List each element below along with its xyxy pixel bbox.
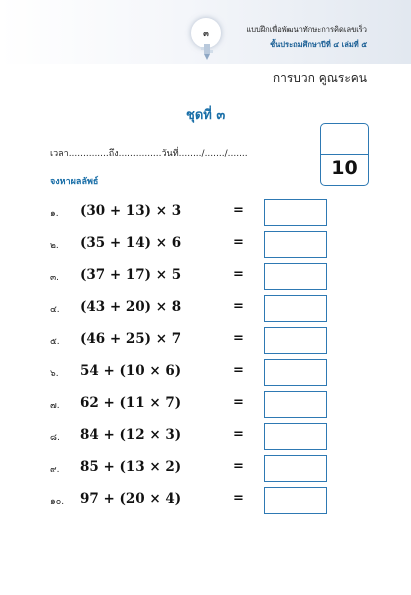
- equals-sign: =: [233, 427, 244, 442]
- equals-sign: =: [233, 491, 244, 506]
- problem-expression: (35 + 14) × 6: [80, 235, 182, 251]
- problem-number: ๑.: [50, 209, 59, 219]
- equals-sign: =: [233, 203, 244, 218]
- equals-sign: =: [233, 267, 244, 282]
- problem-row: [0, 295, 411, 323]
- equals-sign: =: [233, 235, 244, 250]
- problem-number: ๕.: [50, 337, 60, 347]
- page-number: ๓: [203, 28, 209, 38]
- problem-number: ๔.: [50, 305, 60, 315]
- answer-box[interactable]: [264, 231, 327, 258]
- problem-row: [0, 391, 411, 419]
- answer-box[interactable]: [264, 263, 327, 290]
- problem-row: [0, 423, 411, 451]
- answer-box[interactable]: [264, 487, 327, 514]
- problem-row: [0, 359, 411, 387]
- problem-expression: (30 + 13) × 3: [80, 203, 182, 219]
- pencil-decoration-icon: [199, 44, 215, 62]
- answer-box[interactable]: [264, 295, 327, 322]
- problem-number: ๑๐.: [50, 497, 65, 507]
- problem-expression: 85 + (13 × 2): [80, 459, 182, 475]
- problem-row: [0, 263, 411, 291]
- problem-row: [0, 231, 411, 259]
- subject-title: การบวก คูณระคน: [272, 71, 367, 85]
- answer-box[interactable]: [264, 455, 327, 482]
- equals-sign: =: [233, 459, 244, 474]
- problem-expression: (37 + 17) × 5: [80, 267, 182, 283]
- problem-number: ๙.: [50, 465, 60, 475]
- answer-box[interactable]: [264, 391, 327, 418]
- score-box[interactable]: [320, 123, 369, 186]
- problem-expression: 62 + (11 × 7): [80, 395, 182, 411]
- problem-number: ๘.: [50, 433, 60, 443]
- set-title: ชุดที่ ๓: [186, 108, 226, 123]
- problem-row: [0, 199, 411, 227]
- problem-row: [0, 455, 411, 483]
- problem-number: ๗.: [50, 401, 60, 411]
- answer-box[interactable]: [264, 327, 327, 354]
- book-title: แบบฝึกเพื่อพัฒนาทักษะการคิดเลขเร็ว: [246, 25, 367, 34]
- problem-number: ๒.: [50, 241, 59, 251]
- problem-expression: 84 + (12 × 3): [80, 427, 182, 443]
- time-date-line[interactable]: เวลา..............ถึง...............วันที่......../......./.......: [50, 149, 248, 159]
- problem-row: [0, 487, 411, 515]
- score-divider: [321, 154, 368, 155]
- equals-sign: =: [233, 299, 244, 314]
- answer-box[interactable]: [264, 199, 327, 226]
- score-total: 10: [331, 157, 358, 179]
- grade-level: ชั้นประถมศึกษาปีที่ ๔ เล่มที่ ๕: [270, 40, 367, 49]
- problem-number: ๓.: [50, 273, 60, 283]
- equals-sign: =: [233, 331, 244, 346]
- equals-sign: =: [233, 395, 244, 410]
- problem-expression: 97 + (20 × 4): [80, 491, 182, 507]
- answer-box[interactable]: [264, 423, 327, 450]
- problem-row: [0, 327, 411, 355]
- problem-expression: (46 + 25) × 7: [80, 331, 182, 347]
- problem-expression: 54 + (10 × 6): [80, 363, 182, 379]
- problem-expression: (43 + 20) × 8: [80, 299, 182, 315]
- equals-sign: =: [233, 363, 244, 378]
- answer-box[interactable]: [264, 359, 327, 386]
- instruction: จงหาผลลัพธ์: [50, 177, 99, 187]
- problem-number: ๖.: [50, 369, 59, 379]
